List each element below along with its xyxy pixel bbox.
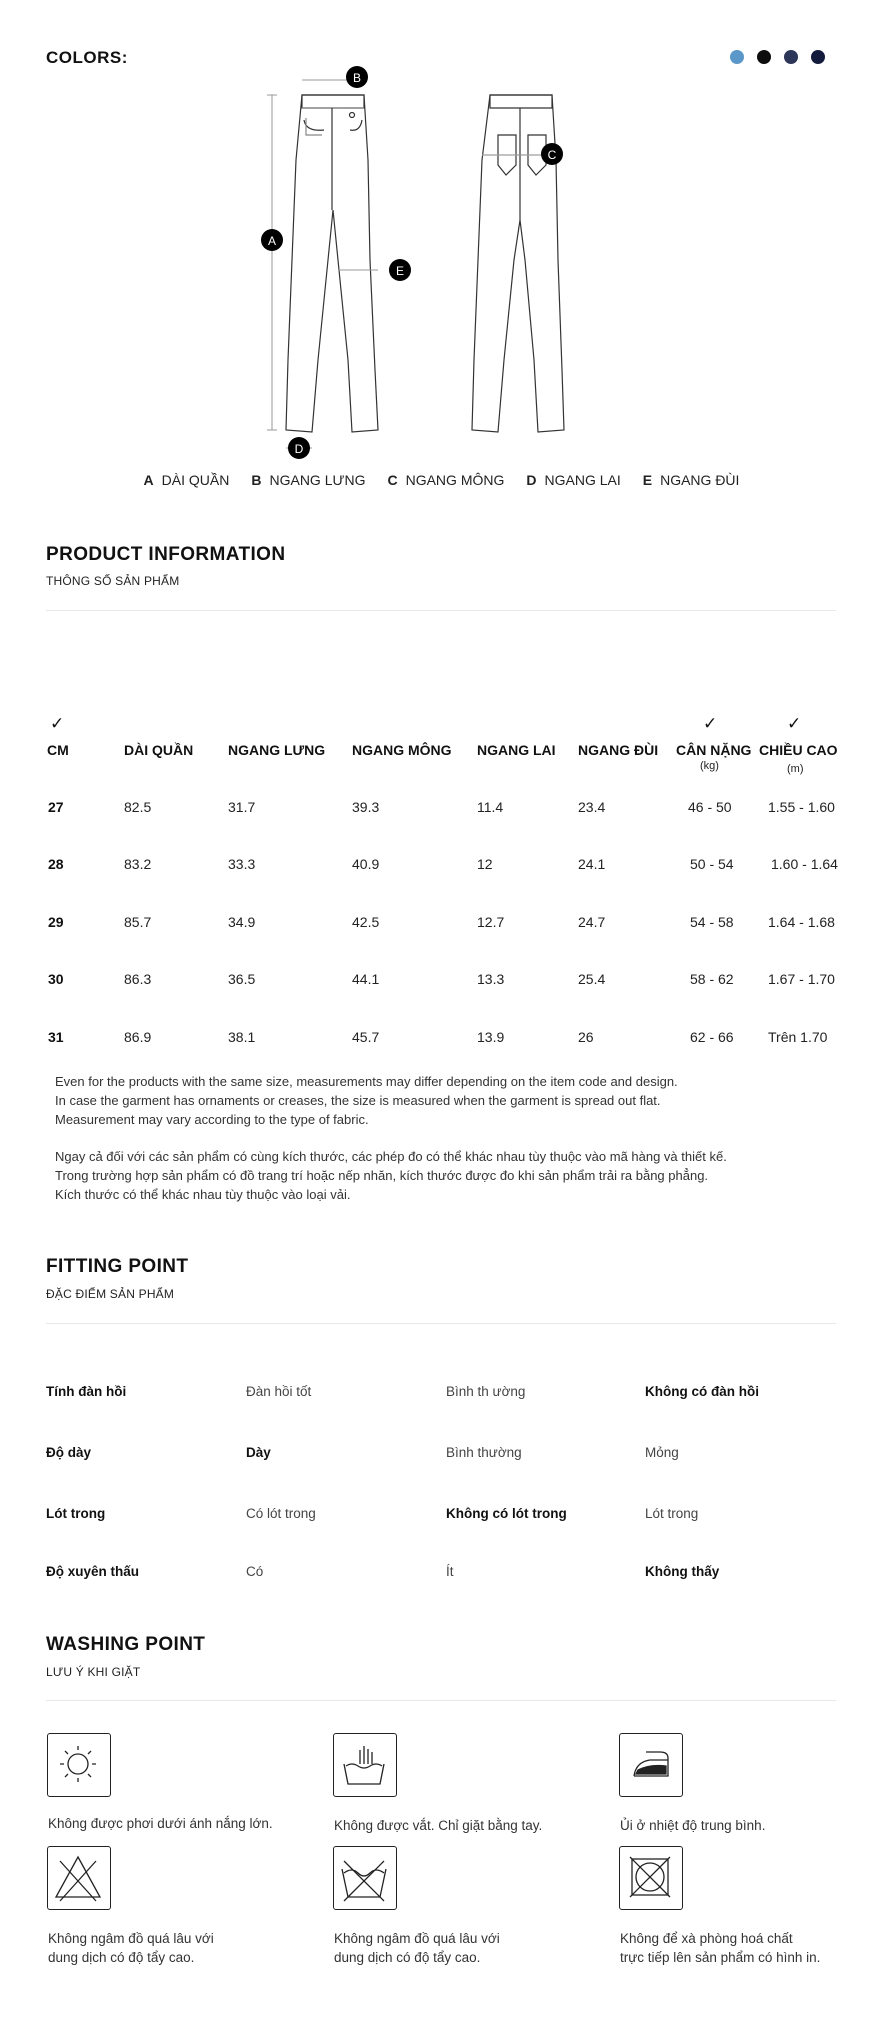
- table-cell: 12: [477, 856, 493, 872]
- table-cell: 13.9: [477, 1029, 505, 1045]
- table-header-hip: NGANG MÔNG: [352, 742, 452, 758]
- legend-item-a: A DÀI QUẦN: [143, 472, 230, 488]
- fitting-option: Ít: [446, 1564, 454, 1579]
- note-line: Ngay cả đối với các sản phẩm có cùng kích thước, các phép đo có thể khác nhau tùy thuộc vào mã hàng và thiết kế.: [55, 1149, 727, 1164]
- fitting-option: Bình thường: [446, 1445, 522, 1460]
- table-cell: 54 - 58: [690, 914, 734, 930]
- no-detergent-on-print-icon: [619, 1846, 683, 1910]
- washing-subtitle: LƯU Ý KHI GIẶT: [46, 1665, 141, 1679]
- divider: [46, 1700, 836, 1701]
- table-cell: 24.1: [578, 856, 606, 872]
- check-icon: ✓: [50, 714, 65, 733]
- table-cell: 38.1: [228, 1029, 256, 1045]
- table-header-waist: NGANG LƯNG: [228, 742, 326, 758]
- legend-item-b: B NGANG LƯNG: [251, 472, 366, 488]
- table-cell: Trên 1.70: [768, 1029, 828, 1045]
- washing-title: WASHING POINT: [46, 1634, 206, 1655]
- table-header-weight: CÂN NẶNG: [676, 742, 752, 758]
- no-direct-sun-icon: [47, 1733, 111, 1797]
- size-notes-english: [55, 1072, 678, 1129]
- fitting-option: Đàn hồi tốt: [246, 1384, 312, 1399]
- table-cell: 1.60 - 1.64: [771, 856, 838, 872]
- hand-wash-no-wring-icon: [333, 1733, 397, 1797]
- fitting-option-selected: Không có lót trong: [446, 1506, 567, 1521]
- note-line: Trong trường hợp sản phẩm có đồ trang trí hoặc nếp nhăn, kích thước được đo khi sản phẩm trải ra bằng phẳng.: [55, 1168, 709, 1183]
- product-info-title: PRODUCT INFORMATION: [46, 544, 286, 565]
- note-line: In case the garment has ornaments or creases, the size is measured when the garment is spread out flat.: [55, 1093, 661, 1108]
- fitting-option-selected: Không thấy: [645, 1564, 720, 1579]
- marker-c: C: [547, 148, 557, 162]
- wash-instruction-text: Không ngâm đồ quá lâu với dung dịch có độ tẩy cao.: [48, 1931, 214, 1965]
- table-header-height-unit: (m): [787, 763, 804, 775]
- table-header-cm: CM: [47, 742, 69, 758]
- table-cell: 42.5: [352, 914, 380, 930]
- table-cell-size: 31: [48, 1029, 64, 1045]
- note-line: Even for the products with the same size, measurements may differ depending on the item code and design.: [55, 1074, 678, 1089]
- marker-a: A: [267, 234, 277, 248]
- fitting-option: Lót trong: [645, 1506, 699, 1521]
- color-swatch-3[interactable]: [784, 50, 798, 64]
- color-swatch-1[interactable]: [730, 50, 744, 64]
- table-cell: 50 - 54: [690, 856, 734, 872]
- table-cell: 36.5: [228, 971, 256, 987]
- table-cell: 39.3: [352, 799, 380, 815]
- table-cell: 82.5: [124, 799, 152, 815]
- marker-d: D: [294, 442, 304, 456]
- front-view-pants: [286, 95, 378, 432]
- wash-instruction-text: Ủi ở nhiệt độ trung bình.: [620, 1818, 766, 1833]
- legend-item-c: C NGANG MÔNG: [387, 472, 505, 488]
- check-icon: ✓: [703, 714, 718, 733]
- table-cell: 83.2: [124, 856, 152, 872]
- table-cell-size: 28: [48, 856, 64, 872]
- divider: [46, 1323, 836, 1324]
- fitting-label: Lót trong: [46, 1506, 106, 1521]
- table-cell: 86.9: [124, 1029, 152, 1045]
- table-cell: 1.67 - 1.70: [768, 971, 835, 987]
- legend-item-e: E NGANG ĐÙI: [642, 472, 740, 488]
- fitting-subtitle: ĐẶC ĐIỂM SẢN PHẨM: [46, 1287, 175, 1301]
- table-cell: 31.7: [228, 799, 256, 815]
- divider: [46, 610, 836, 611]
- table-cell: 12.7: [477, 914, 505, 930]
- table-cell: 86.3: [124, 971, 152, 987]
- check-icon: ✓: [787, 714, 802, 733]
- fitting-option: Mỏng: [645, 1445, 679, 1460]
- table-cell: 45.7: [352, 1029, 380, 1045]
- no-bleach-icon: [47, 1846, 111, 1910]
- note-line: Measurement may vary according to the type of fabric.: [55, 1112, 369, 1127]
- fitting-label: Độ xuyên thấu: [46, 1564, 140, 1579]
- fitting-label: Độ dày: [46, 1445, 92, 1460]
- table-cell: 1.64 - 1.68: [768, 914, 835, 930]
- fitting-option-selected: Dày: [246, 1445, 271, 1460]
- wash-instruction-text: Không ngâm đồ quá lâu với dung dịch có độ tẩy cao.: [334, 1931, 500, 1965]
- table-cell: 34.9: [228, 914, 256, 930]
- table-cell: 26: [578, 1029, 594, 1045]
- table-header-length: DÀI QUẦN: [124, 742, 194, 758]
- table-cell: 85.7: [124, 914, 152, 930]
- table-cell: 44.1: [352, 971, 380, 987]
- wash-instruction-text: Không được vắt. Chỉ giặt bằng tay.: [334, 1818, 543, 1833]
- table-cell: 25.4: [578, 971, 606, 987]
- no-soak-icon: [333, 1846, 397, 1910]
- fitting-option-selected: Không có đàn hồi: [645, 1384, 759, 1399]
- marker-e: E: [395, 264, 405, 278]
- marker-b: B: [352, 71, 362, 85]
- fitting-option: Có lót trong: [246, 1506, 316, 1521]
- table-header-height: CHIỀU CAO: [759, 742, 838, 758]
- table-cell-size: 27: [48, 799, 64, 815]
- table-cell: 40.9: [352, 856, 380, 872]
- product-info-subtitle: THÔNG SỐ SẢN PHẨM: [46, 574, 180, 588]
- table-header-weight-unit: (kg): [700, 760, 719, 772]
- wash-instruction-text: Không được phơi dưới ánh nắng lớn.: [48, 1816, 273, 1831]
- table-cell: 1.55 - 1.60: [768, 799, 835, 815]
- table-cell: 24.7: [578, 914, 606, 930]
- iron-medium-icon: [619, 1733, 683, 1797]
- note-line: Kích thước có thể khác nhau tùy thuộc vào loại vải.: [55, 1187, 351, 1202]
- color-swatches: [730, 50, 825, 64]
- fitting-label: Tính đàn hồi: [46, 1384, 127, 1399]
- wash-instruction-text: Không để xà phòng hoá chất trực tiếp lên sản phẩm có hình in.: [620, 1931, 821, 1965]
- pants-measurement-diagram: [240, 60, 640, 470]
- table-header-thigh: NGANG ĐÙI: [578, 742, 659, 758]
- table-cell: 23.4: [578, 799, 606, 815]
- table-cell: 13.3: [477, 971, 505, 987]
- table-cell: 58 - 62: [690, 971, 734, 987]
- table-cell: 11.4: [477, 799, 504, 815]
- colors-title: COLORS:: [46, 48, 128, 67]
- fitting-option: Có: [246, 1564, 264, 1579]
- size-notes-vietnamese: [55, 1147, 727, 1204]
- color-swatch-4[interactable]: [811, 50, 825, 64]
- legend-item-d: D NGANG LAI: [526, 472, 621, 488]
- table-header-hem: NGANG LAI: [477, 742, 556, 758]
- color-swatch-2[interactable]: [757, 50, 771, 64]
- fitting-title: FITTING POINT: [46, 1256, 189, 1277]
- table-cell: 46 - 50: [688, 799, 732, 815]
- fitting-option: Bình th ường: [446, 1384, 526, 1399]
- measurement-legend: [0, 472, 883, 488]
- table-cell: 33.3: [228, 856, 256, 872]
- table-cell: 62 - 66: [690, 1029, 734, 1045]
- table-cell-size: 30: [48, 971, 64, 987]
- table-cell-size: 29: [48, 914, 64, 930]
